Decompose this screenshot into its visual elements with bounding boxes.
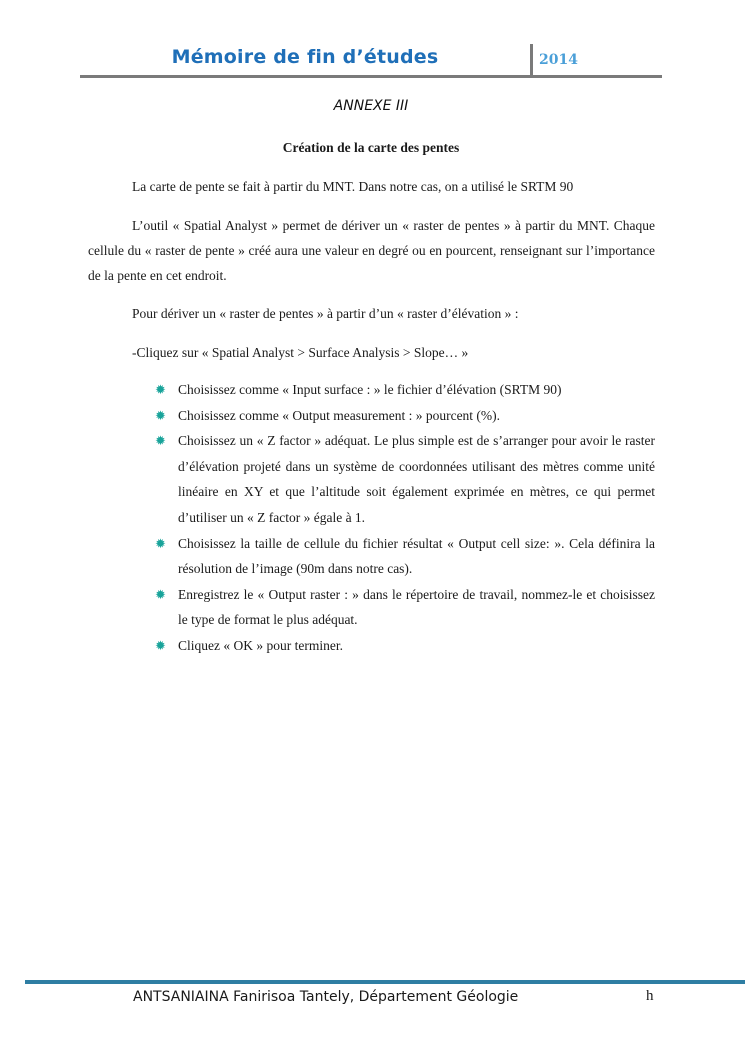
paragraph-click-path: -Cliquez sur « Spatial Analyst > Surface Analysis > Slope… » xyxy=(132,345,469,360)
star-burst-icon: ✹ xyxy=(155,586,166,602)
list-item-text: Choisissez la taille de cellule du fichier résultat « Output cell size: ». Cela définira la résolution de l’image (90m dans notre cas). xyxy=(178,535,655,577)
star-burst-icon: ✹ xyxy=(155,637,166,653)
paragraph-spatial-analyst: L’outil « Spatial Analyst » permet de dériver un « raster de pentes » à partir du MNT. Chaque cellule du « raster de pente » créé aura une valeur en degré ou en pourcent, renseignant sur l’importance de la pente en cet endroit. xyxy=(88,218,655,283)
star-burst-icon: ✹ xyxy=(155,407,166,423)
list-item-text: Choisissez un « Z factor » adéquat. Le plus simple est de s’arranger pour avoir le raster d’élévation projeté dans un système de coordonnées utilisant des mètres comme unité linéaire en XY et que l’altitude soit également exprimée en mètres, ce qui permet d’utiliser un « Z factor » égale à 1. xyxy=(178,433,655,525)
star-burst-icon: ✹ xyxy=(155,433,166,449)
section-title: Création de la carte des pentes xyxy=(282,140,460,155)
list-item xyxy=(155,582,655,633)
header-title: Mémoire de fin d’études xyxy=(171,46,439,68)
list-item xyxy=(155,377,655,403)
header-separator xyxy=(530,44,533,77)
star-burst-icon: ✹ xyxy=(155,382,166,397)
header-year: 2014 xyxy=(539,52,578,68)
list-item xyxy=(155,633,655,659)
page-number: h xyxy=(646,988,654,1004)
paragraph-intro: La carte de pente se fait à partir du MNT. Dans notre cas, on a utilisé le SRTM 90 xyxy=(132,179,574,194)
page-header xyxy=(80,44,662,77)
list-item-text: Enregistrez le « Output raster : » dans le répertoire de travail, nommez-le et choisissez le type de format le plus adéquat. xyxy=(178,586,655,628)
footer-rule xyxy=(25,980,745,984)
star-burst-icon: ✹ xyxy=(155,535,166,551)
list-item xyxy=(155,403,655,429)
list-item xyxy=(155,531,655,582)
annex-title: ANNEXE III xyxy=(333,98,409,114)
list-item-text: Choisissez comme « Input surface : » le fichier d’élévation (SRTM 90) xyxy=(178,382,562,397)
paragraph-derive: Pour dériver un « raster de pentes » à partir d’un « raster d’élévation » : xyxy=(132,306,519,321)
instruction-list xyxy=(155,377,655,659)
list-item-text: Choisissez comme « Output measurement : » pourcent (%). xyxy=(178,407,501,423)
list-item-text: Cliquez « OK » pour terminer. xyxy=(178,637,343,653)
footer-author: ANTSANIAINA Fanirisoa Tantely, Département Géologie xyxy=(133,989,519,1005)
list-item xyxy=(155,428,655,530)
header-rule xyxy=(80,75,662,78)
